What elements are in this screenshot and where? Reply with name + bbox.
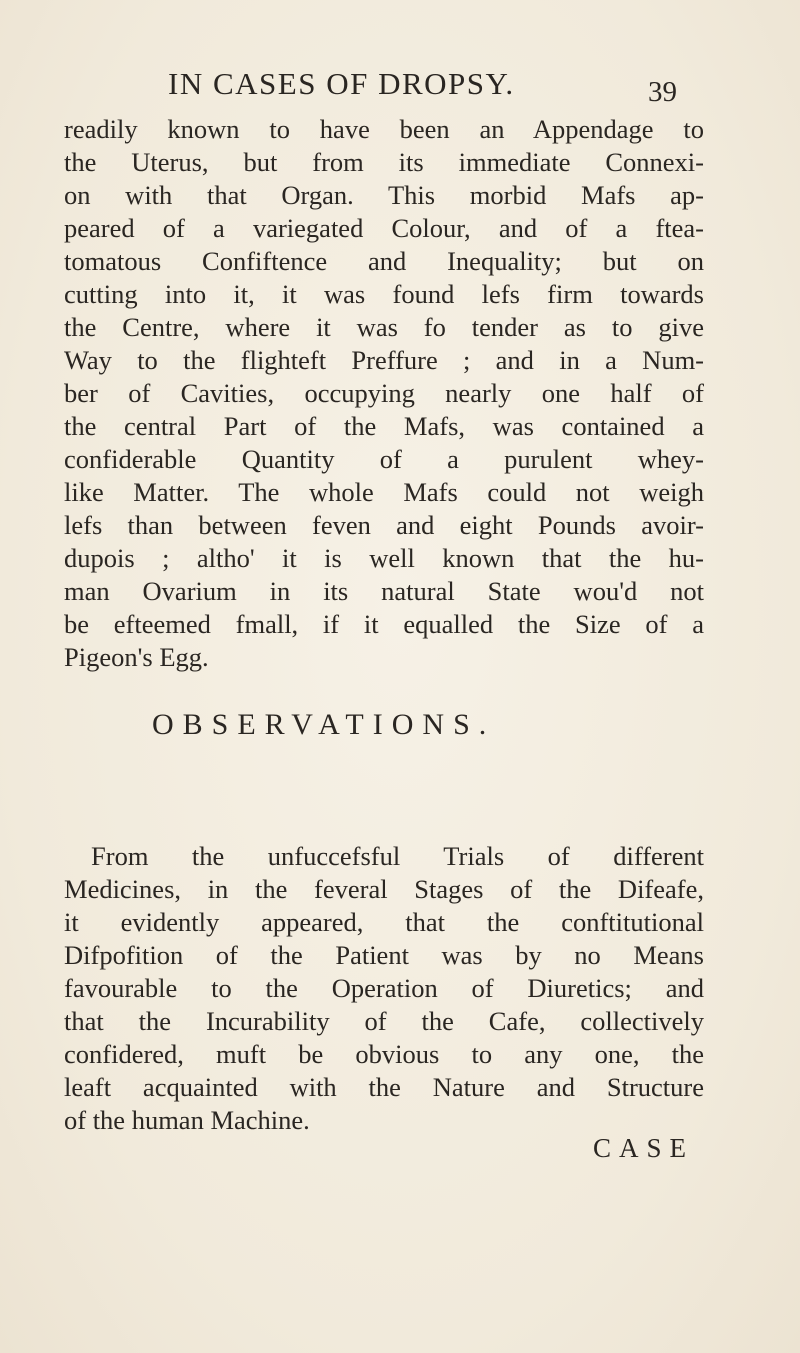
text-line: of the human Machine. (64, 1105, 310, 1135)
text-line: readily known to have been an Appendage to (64, 114, 704, 144)
running-head (168, 66, 688, 112)
text-line: that the Incurability of the Cafe, collectively (64, 1006, 704, 1036)
section-heading: OBSERVATIONS. (152, 708, 496, 741)
text-line: like Matter. The whole Mafs could not weigh (64, 477, 704, 507)
text-line: confiderable Quantity of a purulent whey- (64, 444, 704, 474)
text-line: the central Part of the Mafs, was contained a (64, 411, 704, 441)
text-line: leaft acquainted with the Nature and Structure (64, 1072, 704, 1102)
paragraph-1 (64, 113, 704, 674)
text-line: ber of Cavities, occupying nearly one half of (64, 378, 704, 408)
text-line: favourable to the Operation of Diuretics; and (64, 973, 704, 1003)
text-line: the Uterus, but from its immediate Connexi- (64, 147, 704, 177)
text-line: lefs than between feven and eight Pounds avoir- (64, 510, 704, 540)
text-line: dupois ; altho' it is well known that the hu- (64, 543, 704, 573)
text-line: Way to the flighteft Preffure ; and in a Num- (64, 345, 704, 375)
text-line: Pigeon's Egg. (64, 642, 209, 672)
page-number: 39 (648, 76, 677, 108)
text-line: man Ovarium in its natural State wou'd not (64, 576, 704, 606)
running-title: IN CASES OF DROPSY. (168, 66, 515, 101)
text-line: on with that Organ. This morbid Mafs ap- (64, 180, 704, 210)
text-line: the Centre, where it was fo tender as to give (64, 312, 704, 342)
text-line: it evidently appeared, that the conftitutional (64, 907, 704, 937)
text-line: tomatous Confiftence and Inequality; but on (64, 246, 704, 276)
catchword: CASE (593, 1133, 695, 1163)
text-line: be efteemed fmall, if it equalled the Size of a (64, 609, 704, 639)
text-line: peared of a variegated Colour, and of a ftea- (64, 213, 704, 243)
paragraph-2 (64, 840, 704, 1137)
text-line: From the unfuccefsful Trials of different (91, 841, 704, 871)
text-line: Difpofition of the Patient was by no Means (64, 940, 704, 970)
text-line: Medicines, in the feveral Stages of the Difeafe, (64, 874, 704, 904)
text-line: confidered, muft be obvious to any one, the (64, 1039, 704, 1069)
text-line: cutting into it, it was found lefs firm towards (64, 279, 704, 309)
